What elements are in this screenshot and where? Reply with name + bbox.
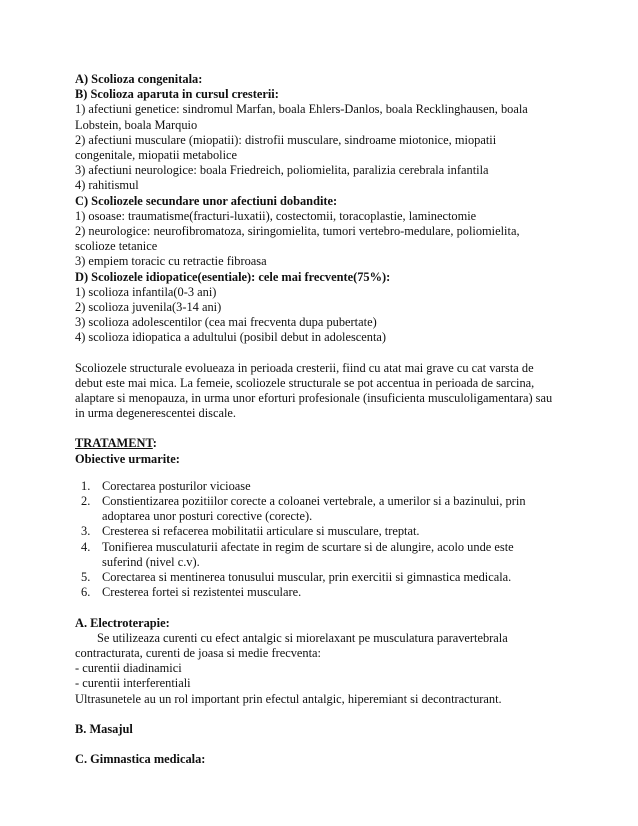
objective-text: suferind (nivel c.v).: [102, 554, 200, 569]
objective-text: Corectarea posturilor vicioase: [102, 478, 251, 493]
section-b-line: 3) afectiuni neurologice: boala Friedreich, poliomielita, paralizia cerebrala infantila: [75, 163, 489, 178]
paragraph-line: alaptare si menopauza, in urma unor eforturi profesionale (insuficienta musculoligamentara) sau: [75, 391, 553, 406]
electrotherapy-heading: A. Electroterapie:: [75, 615, 170, 630]
objective-text: Cresterea fortei si rezistentei musculare.: [102, 585, 302, 600]
objective-item: [75, 479, 575, 494]
objective-text: adoptarea unor posturi corective (corecte).: [102, 509, 313, 524]
objective-text: Constientizarea pozitiilor corecte a coloanei vertebrale, a umerilor si a bazinului, prin: [102, 494, 526, 509]
section-d-line: 2) scolioza juvenila(3-14 ani): [75, 300, 222, 315]
section-d-heading: D) Scoliozele idiopatice(esentiale): cele mai frecvente(75%):: [75, 269, 391, 284]
objective-number: 1.: [81, 478, 91, 493]
section-c-line: 3) empiem toracic cu retractie fibroasa: [75, 254, 267, 269]
electrotherapy-line: Ultrasunetele au un rol important prin efectul antalgic, hiperemiant si decontracturant.: [75, 691, 502, 706]
electrotherapy-line: - curentii diadinamici: [75, 661, 182, 676]
section-b-line: congenitale, miopatii metabolice: [75, 148, 238, 163]
objective-item: [75, 524, 575, 539]
section-b-line: 2) afectiuni musculare (miopatii): distrofii musculare, sindroame miotonice, miopatii: [75, 132, 497, 147]
document-page: [75, 72, 575, 767]
objective-number: 6.: [81, 585, 91, 600]
paragraph-structural: [75, 361, 575, 422]
section-c-heading: C) Scoliozele secundare unor afectiuni dobandite:: [75, 193, 338, 208]
paragraph-line: debut este mai mica. La femeie, scoliozele structurale se pot accentua in perioada de sarcina,: [75, 375, 535, 390]
objective-number: 3.: [81, 524, 91, 539]
section-c-line: scolioze tetanice: [75, 239, 158, 254]
objective-item: [75, 540, 575, 570]
section-c-line: 1) osoase: traumatisme(fracturi-luxatii), costectomii, toracoplastie, laminectomie: [75, 208, 477, 223]
electrotherapy-line: Se utilizeaza curenti cu efect antalgic si miorelaxant pe musculatura paravertebrala: [97, 630, 508, 645]
objective-text: Tonifierea musculaturii afectate in regim de scurtare si de alungire, acolo unde este: [102, 539, 514, 554]
objective-number: 2.: [81, 494, 91, 509]
paragraph-line: Scoliozele structurale evolueaza in perioada cresterii, fiind cu atat mai grave cu cat varsta de: [75, 360, 534, 375]
objective-item: [75, 494, 575, 524]
paragraph-line: in urma degenerescentei discale.: [75, 406, 236, 421]
objectives-list: [75, 479, 575, 601]
treatment-title-colon: :: [152, 436, 157, 451]
objective-number: 5.: [81, 570, 91, 585]
section-b-line: 1) afectiuni genetice: sindromul Marfan, boala Ehlers-Danlos, boala Recklinghausen, boala: [75, 102, 528, 117]
section-d-line: 4) scolioza idiopatica a adultului (posibil debut in adolescenta): [75, 330, 387, 345]
section-b-line: 4) rahitismul: [75, 178, 139, 193]
gymnastics-heading: C. Gimnastica medicala:: [75, 751, 206, 766]
electrotherapy-line: contracturata, curenti de joasa si medie frecventa:: [75, 645, 321, 660]
section-b-line: Lobstein, boala Marquio: [75, 117, 198, 132]
section-d-line: 3) scolioza adolescentilor (cea mai frecventa dupa pubertate): [75, 315, 377, 330]
section-c-line: 2) neurologice: neurofibromatoza, siringomielita, tumori vertebro-medulare, poliomielita,: [75, 224, 520, 239]
section-a-heading: A) Scolioza congenitala:: [75, 72, 203, 86]
objective-number: 4.: [81, 539, 91, 554]
section-d-line: 1) scolioza infantila(0-3 ani): [75, 284, 217, 299]
electrotherapy-line: - curentii interferentiali: [75, 676, 191, 691]
section-b-heading: B) Scolioza aparuta in cursul cresterii:: [75, 87, 279, 102]
objectives-heading: Obiective urmarite:: [75, 451, 180, 466]
objective-text: Cresterea si refacerea mobilitatii articulare si musculare, treptat.: [102, 524, 420, 539]
objective-item: [75, 585, 575, 600]
treatment-title-text: TRATAMENT: [75, 436, 153, 451]
massage-heading: B. Masajul: [75, 721, 133, 736]
objective-item: [75, 570, 575, 585]
objective-text: Corectarea si mentinerea tonusului muscular, prin exercitii si gimnastica medicala.: [102, 570, 512, 585]
treatment-title: [75, 436, 575, 451]
